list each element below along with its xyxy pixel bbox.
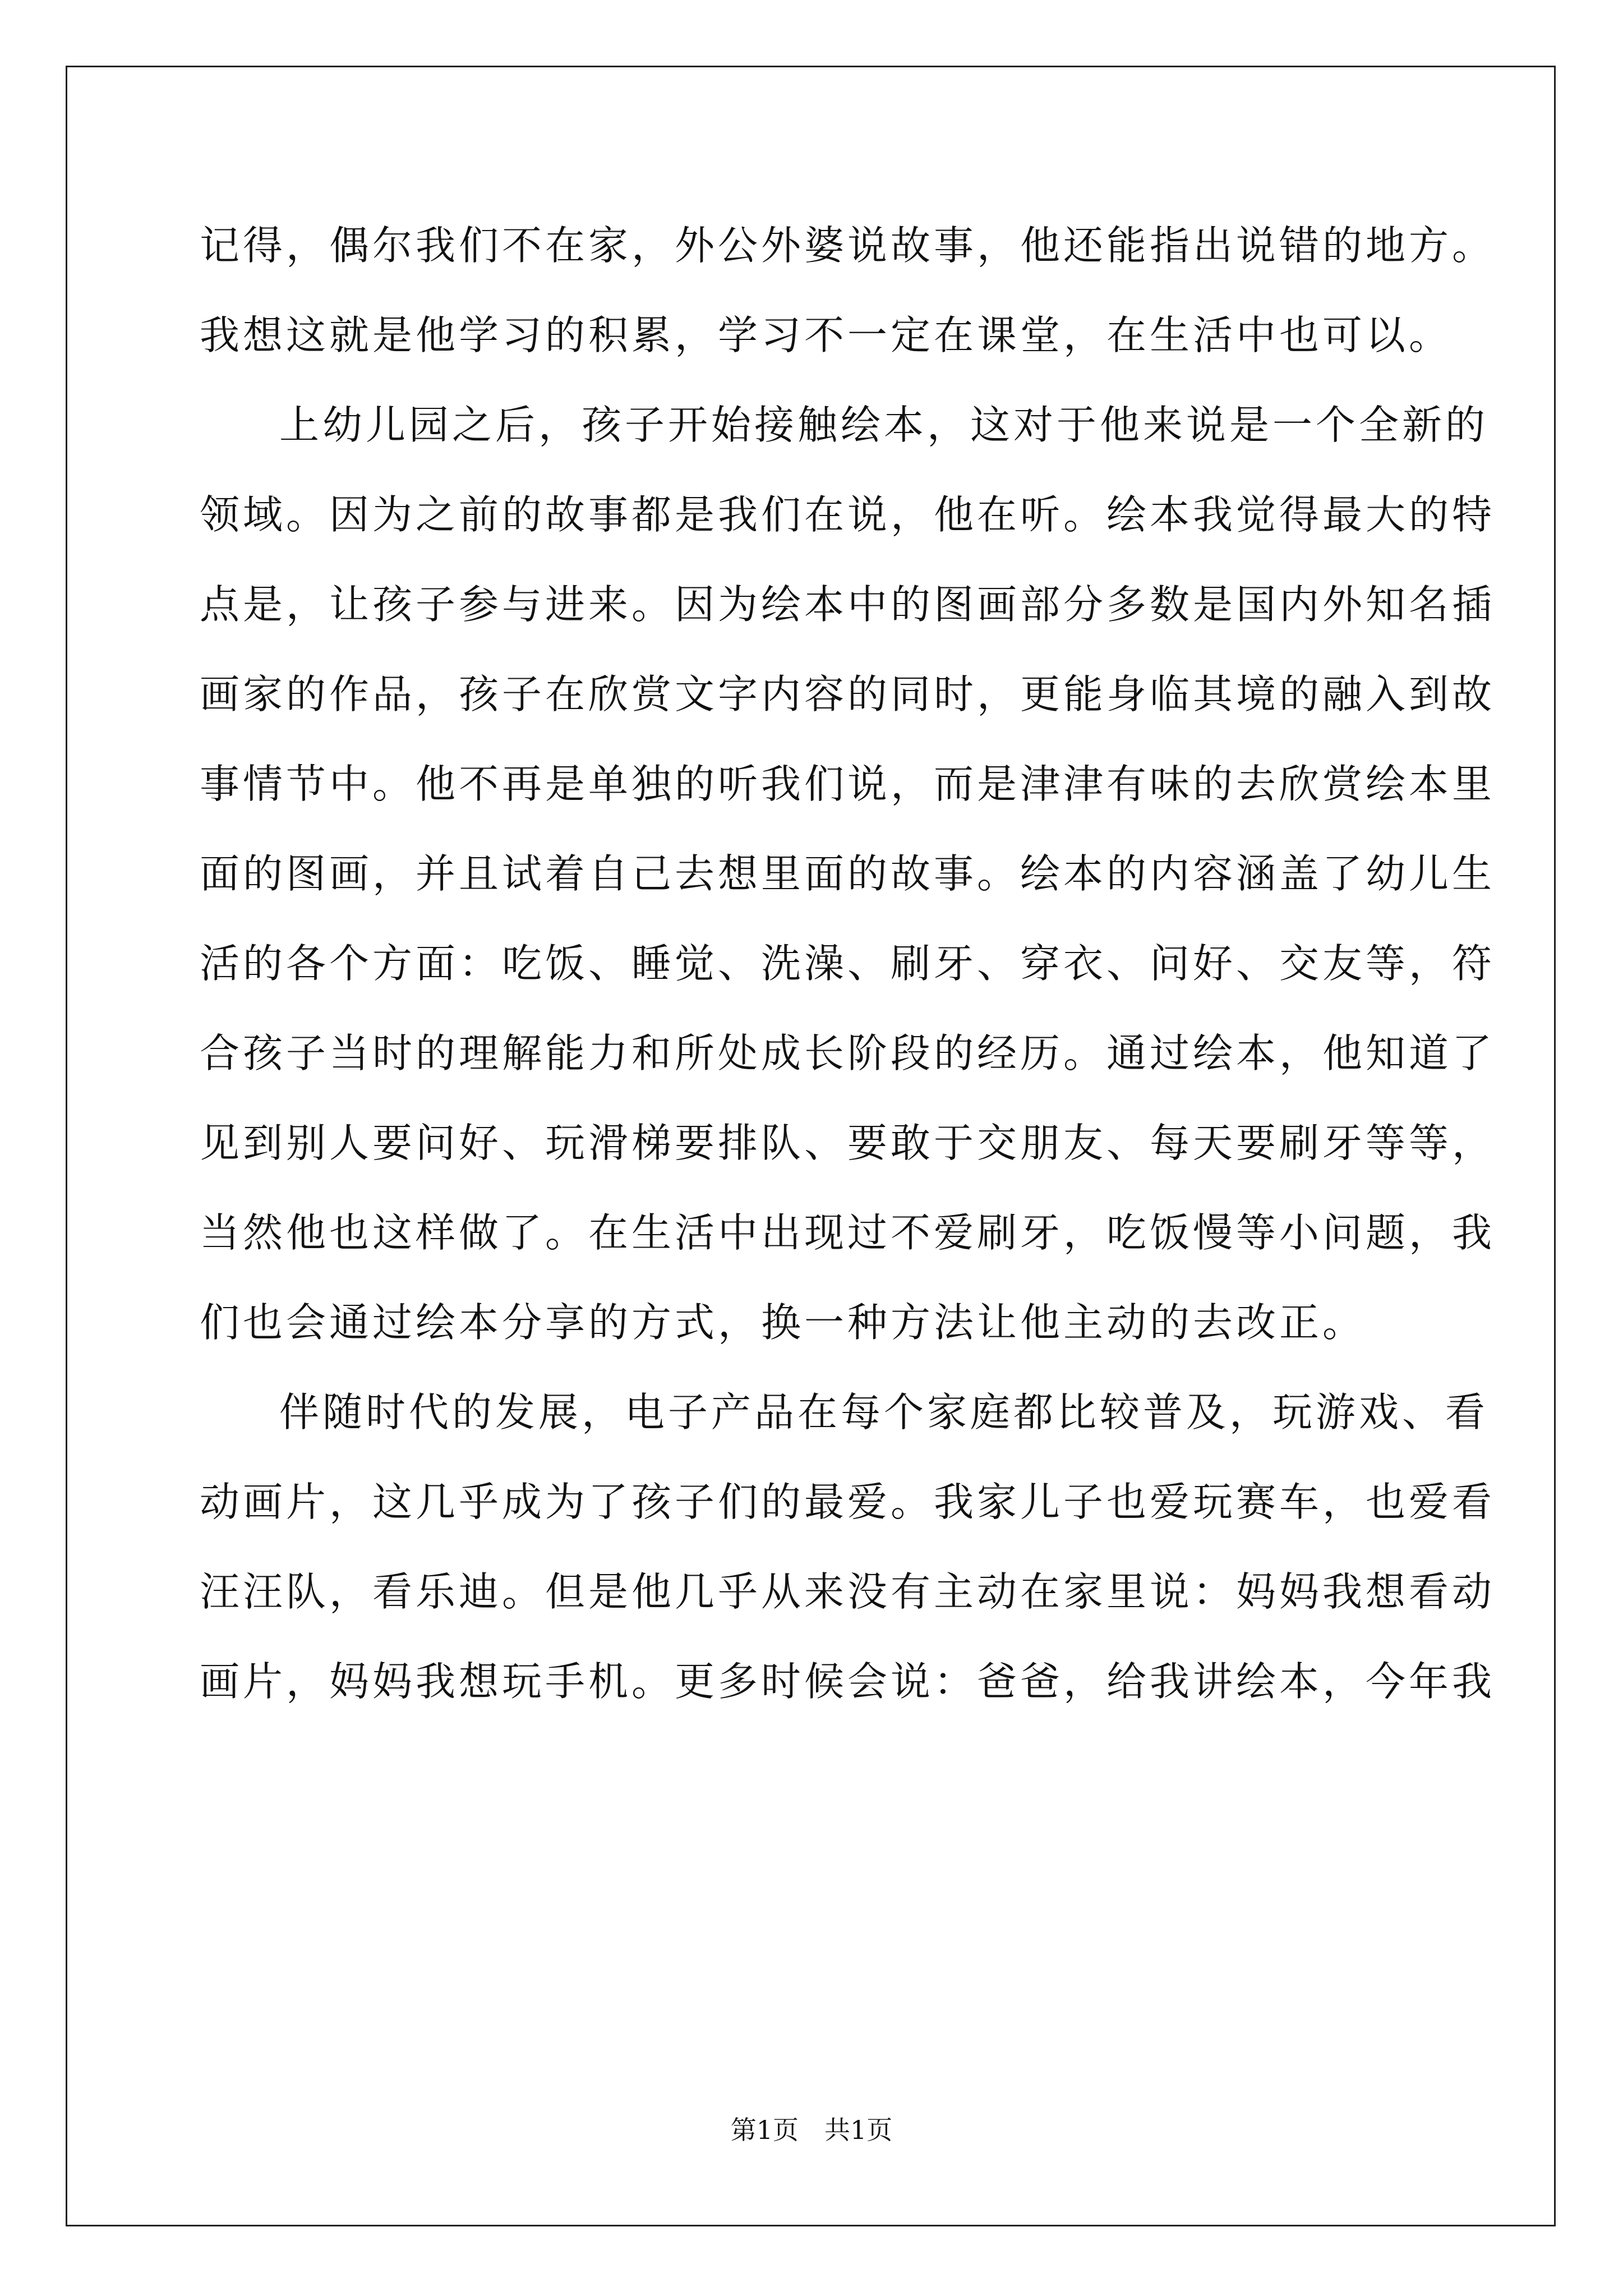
- text-line: 动画片，这几乎成为了孩子们的最爱。我家儿子也爱玩赛车，也爱看: [200, 1479, 1496, 1525]
- text-line: 点是，让孩子参与进来。因为绘本中的图画部分多数是国内外知名插: [200, 581, 1496, 628]
- text-line: 画片，妈妈我想玩手机。更多时候会说：爸爸，给我讲绘本，今年我: [200, 1658, 1496, 1705]
- text-line: 记得，偶尔我们不在家，外公外婆说故事，他还能指出说错的地方。: [200, 222, 1496, 269]
- text-line: 事情节中。他不再是单独的听我们说，而是津津有味的去欣赏绘本里: [200, 761, 1496, 807]
- text-line: 领域。因为之前的故事都是我们在说，他在听。绘本我觉得最大的特: [200, 491, 1496, 538]
- text-line: 汪汪队，看乐迪。但是他几乎从来没有主动在家里说：妈妈我想看动: [200, 1568, 1496, 1615]
- text-line: 上幼儿园之后，孩子开始接触绘本，这对于他来说是一个全新的: [279, 402, 1489, 448]
- text-line: 活的各个方面：吃饭、睡觉、洗澡、刷牙、穿衣、问好、交友等，符: [200, 940, 1496, 987]
- text-line: 画家的作品，孩子在欣赏文字内容的同时，更能身临其境的融入到故: [200, 671, 1496, 717]
- text-line: 伴随时代的发展，电子产品在每个家庭都比较普及，玩游戏、看: [279, 1389, 1489, 1435]
- text-line: 当然他也这样做了。在生活中出现过不爱刷牙，吃饭慢等小问题，我: [200, 1209, 1496, 1256]
- text-line: 我想这就是他学习的积累，学习不一定在课堂，在生活中也可以。: [200, 312, 1453, 358]
- document-body: [200, 201, 1496, 1727]
- text-line: 见到别人要问好、玩滑梯要排队、要敢于交朋友、每天要刷牙等等，: [200, 1120, 1496, 1166]
- text-line: 面的图画，并且试着自己去想里面的故事。绘本的内容涵盖了幼儿生: [200, 850, 1496, 897]
- text-line: 合孩子当时的理解能力和所处成长阶段的经历。通过绘本，他知道了: [200, 1030, 1496, 1076]
- text-line: 们也会通过绘本分享的方式，换一种方法让他主动的去改正。: [200, 1299, 1366, 1346]
- page-footer: 第1页 共1页: [730, 2115, 893, 2145]
